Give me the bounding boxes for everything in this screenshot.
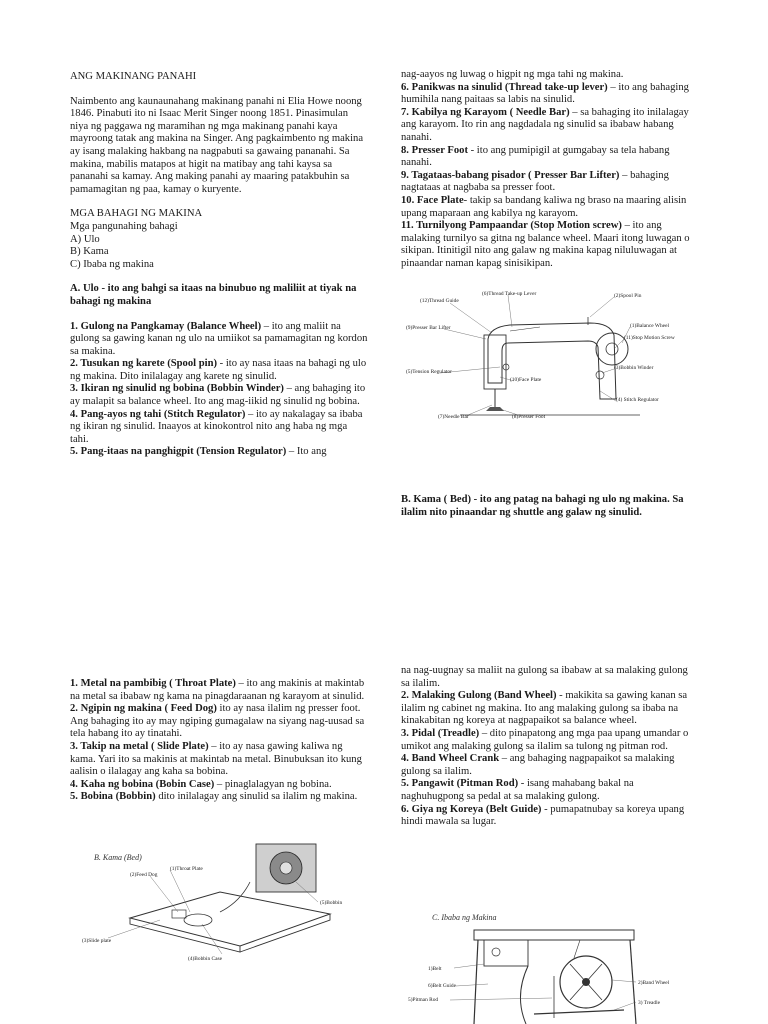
bed-figure-title: B. Kama (Bed) <box>94 853 142 862</box>
base-part-item <box>401 804 699 829</box>
head-part-desc: - takip sa bandang kaliwa ng braso na maaring alisin upang maparaan ang kabilya ng karayom. <box>401 194 687 219</box>
bed-part-item <box>70 678 368 703</box>
head-part-item <box>70 321 368 359</box>
label-treadle: 3) Treadle <box>638 1000 661 1006</box>
label-throat-plate: (1)Throat Plate <box>170 866 203 872</box>
bed-part-term: 5. Bobina (Bobbin) <box>70 791 156 803</box>
bed-part-term: 3. Takip na metal ( Slide Plate) <box>70 740 209 752</box>
base-figure-title: C. Ibaba ng Makina <box>432 913 497 922</box>
bed-part-term: 1. Metal na pambibig ( Throat Plate) <box>70 678 236 689</box>
head-part-term: 1. Gulong na Pangkamay (Balance Wheel) <box>70 320 262 332</box>
head-part-desc: – sa bahaging ito inilalagay ang karayom. Ito rin ang nagdadala ng sinulid sa ibabaw habang nanahi. <box>401 106 689 143</box>
continuation-text: nag-aayos ng luwag o higpit ng mga tahi ng makina. <box>401 69 624 80</box>
head-part-desc: - ito ang pumipigil at gumgabay sa tela habang nanahi. <box>401 144 670 169</box>
left-top-column <box>70 71 368 459</box>
head-part-item <box>70 383 368 408</box>
machine-head-figure <box>400 287 675 427</box>
document-title: ANG MAKINANG PANAHI <box>70 71 197 82</box>
head-part-item <box>70 409 368 447</box>
head-part-desc: – ang bahaging ito ay malapit sa balance wheel. Ito ang mag-iikid ng sinulid ng bobina. <box>70 383 366 408</box>
left-bottom-column <box>70 678 368 804</box>
kama-heading-text: B. Kama ( Bed) - ito ang patag na bahagi ng ulo ng makina. Sa ilalim nito pinaandar ng shuttle ang galaw ng sinulid. <box>401 494 684 518</box>
bed-part-term: 4. Kaha ng bobina (Bobin Case) <box>70 778 215 790</box>
label-spool-pin: (2)Spool Pin <box>614 293 642 299</box>
head-part-item <box>70 358 368 383</box>
label-presser-foot: (8)Presser Foot <box>512 414 546 420</box>
head-part-desc: – bahaging nagtataas at nagbaba sa presser foot. <box>401 169 669 194</box>
bed-part-desc: ito ay nasa ilalim ng presser foot. Ang bahaging ito ay may ngiping gumagalaw na siyang nag-uusad sa tela habang ito ay tinatahi. <box>70 703 365 740</box>
label-bobbin-case: (4)Bobbin Case <box>188 956 222 962</box>
base-part-term: 6. Giya ng Koreya (Belt Guide) <box>401 803 542 815</box>
bed-part-item <box>70 703 368 741</box>
machine-base-drawing <box>404 906 704 1024</box>
machine-head-drawing <box>400 287 675 427</box>
bed-part-term: 2. Ngipin ng makina ( Feed Dog) <box>70 703 217 715</box>
machine-bed-figure <box>80 842 360 966</box>
base-part-term: 4. Band Wheel Crank <box>401 753 500 765</box>
base-part-item <box>401 728 699 753</box>
head-part-term: 5. Pang-itaas na panghigpit (Tension Regulator) <box>70 446 287 458</box>
label-feed-dog: (2)Feed Dog <box>130 872 158 878</box>
kama-heading-block <box>401 494 701 519</box>
intro-paragraph: Naimbento ang kaunaunahang makinang panahi ni Elia Howe noong 1846. Pinabuti ito ni Isaac Merit Singer noong 1851. Pinasimulan niya ng paggawa ng maramihan ng mga makinang panahi kaya mayroong tatak ang makina na Singer. Ang pagkaimbento ng makina ay isang malaking hakbang na nagpabuti sa gawaing pananahi. Sa makina, mabilis matapos at higit na matibay ang tahi kaysa sa pananahi sa kamay. Ang making panahi ay maaring patakbuhin sa pamamagitan ng paa, kamay o kuryente. <box>70 95 364 195</box>
head-part-term: 10. Face Plate <box>401 194 464 206</box>
continuation-text: na nag-uugnay sa maliit na gulong sa ibabaw at sa malaking gulong sa ilalim. <box>401 665 688 689</box>
head-part-term: 2. Tusukan ng karete (Spool pin) <box>70 358 217 370</box>
base-part-desc: – ang bahaging nagpapaikot sa malaking gulong sa ilalim. <box>401 753 675 777</box>
head-part-term: 8. Presser Foot <box>401 144 468 156</box>
machine-bed-drawing <box>80 842 360 966</box>
head-part-desc: – ito ay nakalagay sa ibaba ng ikiran ng sinulid. Inaayos at kinokontrol nito ang haba ng mga tahi. <box>70 408 363 445</box>
label-balance-wheel: (1)Balance Wheel <box>630 323 669 329</box>
label-slide-plate: (3)Slide plate <box>82 938 112 944</box>
label-take-up-lever: (6)Thread Take-up Lever <box>482 291 537 297</box>
head-part-item <box>401 107 699 145</box>
head-part-desc: - ito ay nasa itaas na bahagi ng ulo ng makina. Dito inilalagay ang karete ng sinulid. <box>70 358 367 382</box>
head-part-desc: – ito ang maliit na gulong sa gawing kanan ng ulo na umiikot sa pamamagitan ng kordon sa makina. <box>70 320 368 357</box>
kama-heading <box>401 494 701 519</box>
head-part-desc: – Ito ang <box>286 446 327 458</box>
head-part-item <box>401 220 699 270</box>
head-part-term: 4. Pang-ayos ng tahi (Stitch Regulator) <box>70 408 246 420</box>
bed-part-item <box>70 779 368 792</box>
head-part-item <box>401 170 699 195</box>
label-needle-bar: (7)Needle Bar <box>438 414 469 420</box>
head-part-term: 11. Turnilyong Pampaandar (Stop Motion screw) <box>401 220 622 232</box>
head-part-item <box>401 145 699 170</box>
machine-base-figure <box>404 906 704 1024</box>
head-part-term: 6. Panikwas na sinulid (Thread take-up lever) <box>401 81 608 93</box>
base-part-term: 3. Pidal (Treadle) <box>401 727 480 739</box>
base-part-desc: - isang mahabang bakal na naghuhugpong sa pedal at sa malaking gulong. <box>401 778 634 802</box>
base-part-term: 2. Malaking Gulong (Band Wheel) <box>401 690 557 702</box>
label-thread-guide: (12)Thread Guide <box>420 298 459 304</box>
parts-heading: MGA BAHAGI NG MAKINA <box>70 208 203 220</box>
part-item: A) Ulo <box>70 233 100 245</box>
bed-part-desc: – ito ay nasa gawing kaliwa ng kama. Yari ito sa makinis at makintab na metal. Binubuksan ito kung aalisin o ilalagay ang kaha sa bobina. <box>70 740 362 778</box>
label-tension-regulator: (5)Tension Regulator <box>406 369 452 375</box>
head-part-item <box>401 82 699 107</box>
bed-part-item <box>70 791 368 804</box>
base-part-item <box>401 778 699 803</box>
right-bottom-column <box>401 665 699 829</box>
head-part-term: 9. Tagataas-babang pisador ( Presser Bar Lifter) <box>401 169 620 181</box>
label-pitman-rod: 5)Pitman Rod <box>408 997 439 1003</box>
label-presser-bar-lifter: (9)Presser Bar Lifter <box>406 325 451 331</box>
base-part-desc: - pumapatnubay sa koreya upang hindi mawala sa lugar. <box>401 803 685 828</box>
part-item: C) Ibaba ng makina <box>70 258 154 270</box>
bed-part-item <box>70 741 368 779</box>
part-item: B) Kama <box>70 246 109 258</box>
base-part-item <box>401 690 699 728</box>
label-belt: 1)Belt <box>428 966 442 972</box>
base-part-desc: - makikita sa gawing kanan sa ilalim ng cabinet ng makina. Ito ang malaking gulong sa ibaba na kinakabitan ng koreya at nagpapaikot sa balance wheel. <box>401 690 688 727</box>
bed-part-desc: – ito ang makinis at makintab na metal sa ibabaw ng kama na pinagdaraanan ng karayom at sinulid. <box>70 678 365 702</box>
base-part-item <box>401 753 699 778</box>
base-part-term: 5. Pangawit (Pitman Rod) <box>401 778 519 790</box>
head-part-term: 7. Kabilya ng Karayom ( Needle Bar) <box>401 106 570 118</box>
base-part-desc: – dito pinapatong ang mga paa upang umandar o umikot ang malaking gulong sa ilalim sa tulong ng pitman rod. <box>401 727 689 752</box>
label-face-plate: (10)Face Plate <box>510 377 542 383</box>
head-part-item <box>70 446 368 459</box>
label-bobbin: (5)Bobbin <box>320 900 343 906</box>
label-bobbin-winder: (3)Bobbin Winder <box>614 365 654 371</box>
head-part-desc: – ito ang malaking turnilyo sa gitna ng balance wheel. Maari itong luwagan o sikipan. Itinitigil nito ang galaw ng makina kapag niluluwagan at pinaandar naman kapag sinisikipan. <box>401 220 690 269</box>
bed-part-desc: – pinaglalagyan ng bobina. <box>214 778 332 790</box>
label-band-wheel: 2)Band Wheel <box>638 980 670 986</box>
head-part-term: 3. Ikiran ng sinulid ng bobina (Bobbin Winder) <box>70 383 284 395</box>
head-part-desc: – ito ang bahaging humihila nang paitaas sa labis na sinulid. <box>401 81 689 106</box>
label-belt-guide: 6)Belt Guide <box>428 983 456 989</box>
head-part-item <box>401 195 699 220</box>
label-stitch-regulator: (4) Stitch Regulator <box>616 397 659 403</box>
label-stop-motion-screw: (11)Stop Motion Screw <box>624 335 675 341</box>
bed-part-desc: dito inilalagay ang sinulid sa ilalim ng makina. <box>155 791 358 803</box>
parts-subheading: Mga pangunahing bahagi <box>70 220 178 232</box>
right-top-column <box>401 69 699 271</box>
ulo-heading-text: A. Ulo - ito ang bahgi sa itaas na binubuo ng maliliit at tiyak na bahagi ng makina <box>70 283 357 307</box>
ulo-heading <box>70 283 368 308</box>
